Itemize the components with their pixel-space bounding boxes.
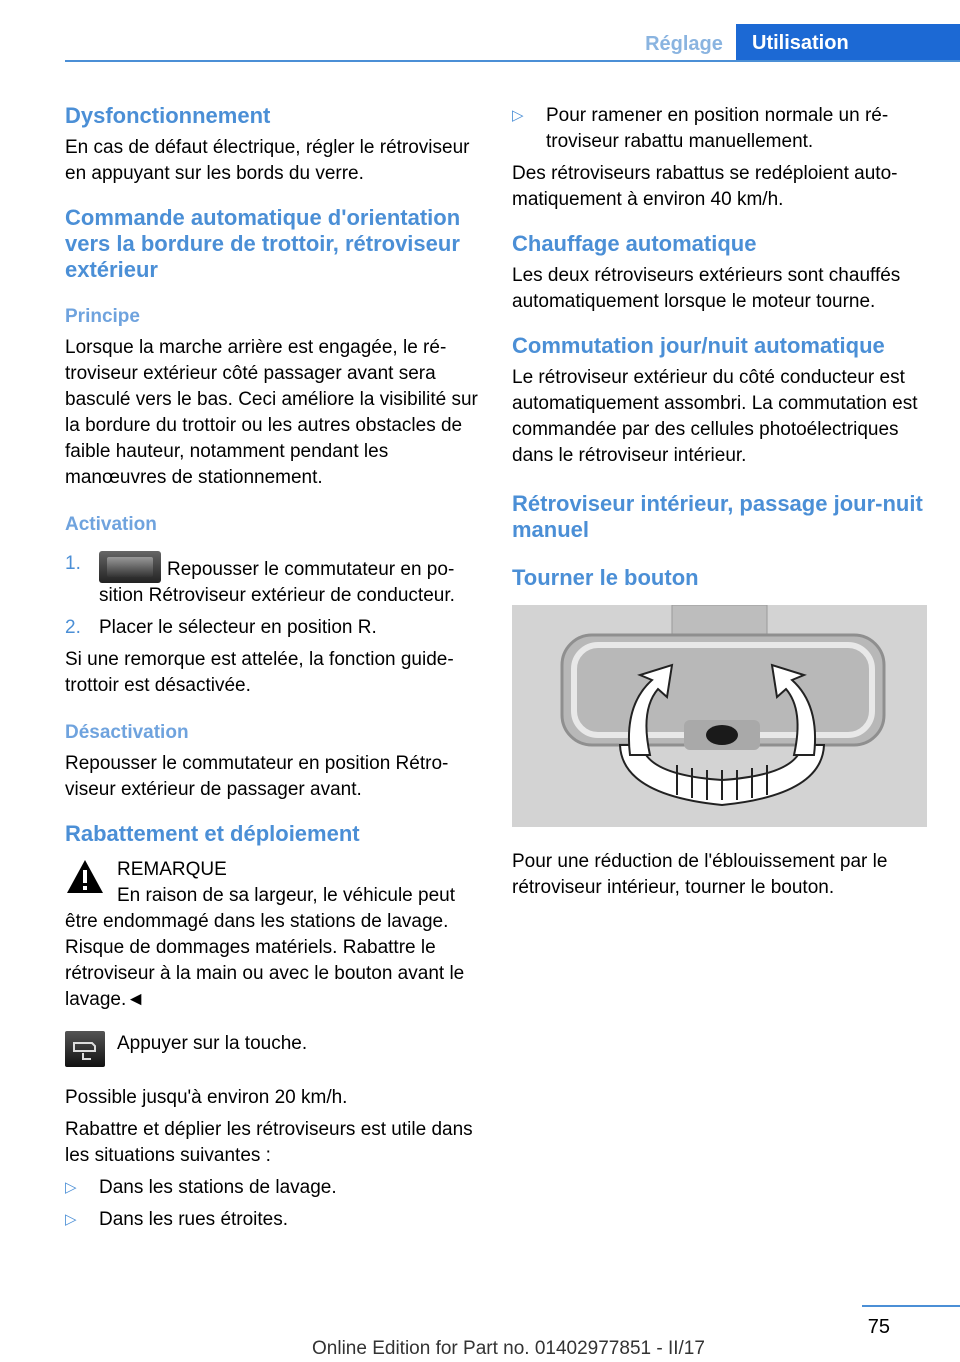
bullet-triangle-icon: ▷ [65, 1179, 77, 1196]
header-tab-reglage[interactable]: Réglage [645, 33, 723, 55]
heading-activation: Activation [65, 514, 157, 535]
step-2-number: 2. [65, 617, 81, 638]
header-tab-utilisation[interactable]: Utilisation [736, 24, 960, 62]
heading-commande-automatique: Commande automatique d'orientation vers la bordure de trottoir, rétroviseur extérieur [65, 205, 461, 282]
step-1-text: Repousser le commutateur en position Rétroviseur extérieur de conducteur. [99, 559, 455, 606]
heading-rabattement: Rabattement et déploiement [65, 821, 360, 846]
page-number: 75 [867, 1316, 890, 1338]
step-2-text: Placer le sélecteur en position R. [99, 617, 377, 638]
paragraph-situations: Rabattre et déplier les rétroviseurs est utile dans les situations suivantes : [65, 1119, 473, 1166]
paragraph-commutation: Le rétroviseur extérieur du côté conducteur est automatiquement assombri. La commutation est commandée par des cellules photoélectriques dans le rétroviseur intérieur. [512, 367, 918, 466]
paragraph-appuyer: Appuyer sur la touche. [117, 1033, 308, 1054]
heading-commutation: Commutation jour/nuit automatique [512, 333, 885, 358]
mirror-fold-button-icon [65, 1031, 105, 1067]
warning-triangle-icon [65, 857, 105, 897]
bullet-triangle-icon: ▷ [65, 1211, 77, 1228]
footer-edition: Online Edition for Part no. 01402977851 - II/17 [312, 1338, 705, 1359]
header-divider [65, 60, 960, 62]
warning-title: REMARQUE [117, 859, 227, 880]
paragraph-desactivation: Repousser le commutateur en position Rétroviseur extérieur de passager avant. [65, 753, 449, 800]
paragraph-possible: Possible jusqu'à environ 20 km/h. [65, 1087, 348, 1108]
mirror-knob-diagram [512, 605, 927, 827]
bullet-item [512, 103, 927, 155]
left-column [65, 103, 480, 1233]
heading-principe: Principe [65, 306, 140, 327]
bullet-text: Dans les stations de lavage. [99, 1177, 337, 1198]
paragraph-chauffage: Les deux rétroviseurs extérieurs sont chauffés automatiquement lorsque le moteur tourne. [512, 265, 901, 312]
warning-block [65, 857, 480, 909]
paragraph-reduction: Pour une réduction de l'éblouissement par le rétroviseur intérieur, tourner le bouton. [512, 851, 888, 898]
paragraph-dysfonctionnement: En cas de défaut électrique, régler le rétroviseur en appuyant sur les bords du verre. [65, 137, 470, 184]
heading-tourner-bouton: Tourner le bouton [512, 565, 699, 590]
step-2 [65, 615, 480, 641]
rearview-mirror-illustration [512, 605, 927, 827]
step-1-number: 1. [65, 553, 81, 574]
paragraph-redeploient: Des rétroviseurs rabattus se redéploient automatiquement à environ 40 km/h. [512, 163, 898, 210]
heading-retroviseur-interieur: Rétroviseur intérieur, passage jour-nuit manuel [512, 491, 923, 542]
bullet-text: Dans les rues étroites. [99, 1209, 289, 1230]
warning-text: être endommagé dans les stations de lavage. Risque de dommages matériels. Rabattre le rétroviseur à la main ou avec le bouton avant le lavage.◄ [65, 911, 465, 1010]
heading-desactivation: Désactivation [65, 722, 189, 743]
heading-dysfonctionnement: Dysfonctionnement [65, 103, 271, 128]
bullet-triangle-icon: ▷ [512, 107, 524, 124]
step-1 [65, 551, 480, 609]
paragraph-principe: Lorsque la marche arrière est engagée, le rétroviseur extérieur côté passager avant sera basculé vers le bas. Ceci améliore la visibilité sur la bordure du trottoir ou les autres obstacles de faible hauteur, notamment pendant les manœuvres de stationnement. [65, 337, 478, 488]
heading-chauffage: Chauffage automatique [512, 231, 757, 256]
footer-divider [862, 1305, 960, 1307]
bullet-item [65, 1207, 480, 1233]
warning-first-line: En raison de sa largeur, le véhicule peut [117, 885, 455, 906]
paragraph-remorque: Si une remorque est attelée, la fonction guide-trottoir est désactivée. [65, 649, 454, 696]
fold-button-row [65, 1031, 480, 1067]
mirror-switch-icon [99, 551, 161, 583]
right-column [512, 103, 927, 901]
bullet-item [65, 1175, 480, 1201]
bullet-text: Pour ramener en position normale un rétroviseur rabattu manuellement. [546, 105, 889, 152]
